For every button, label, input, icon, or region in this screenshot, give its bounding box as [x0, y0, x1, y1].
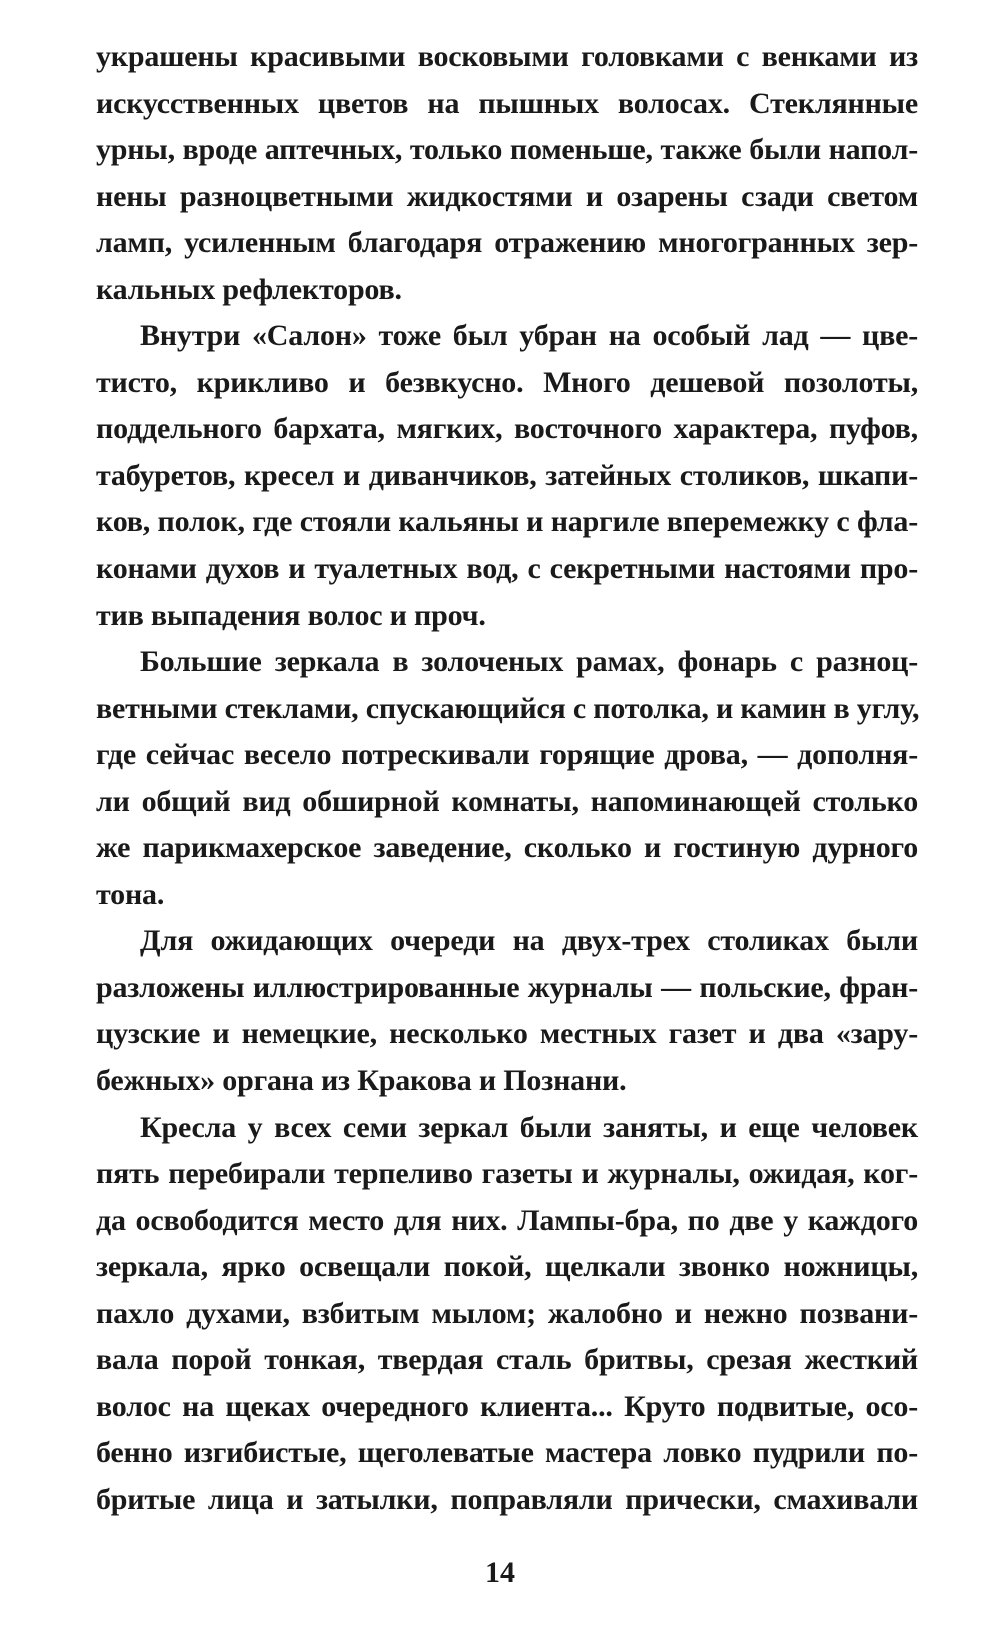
text-line: разложены иллюстрированные журналы — польские, фран-: [96, 970, 918, 1004]
text-line: бритые лица и затылки, поправляли прически, смахивали: [96, 1482, 918, 1516]
paragraph-first-line: Кресла у всех семи зеркал были заняты, и еще человек: [140, 1110, 918, 1144]
text-line: пять перебирали терпеливо газеты и журналы, ожидая, ког-: [96, 1157, 918, 1191]
text-line: урны, вроде аптечных, только поменьше, также были напол-: [96, 133, 918, 167]
text-line: тив выпадения волос и проч.: [96, 598, 486, 632]
body-text: [96, 34, 918, 1524]
text-line: ветными стеклами, спускающийся с потолка, и камин в углу,: [96, 691, 920, 725]
text-line: вала порой тонкая, твердая сталь бритвы, срезая жесткий: [96, 1343, 918, 1377]
text-line: да освободится место для них. Лампы-бра, по две у каждого: [96, 1203, 918, 1237]
text-line: бенно изгибистые, щеголеватые мастера ловко пудрили по-: [96, 1436, 918, 1470]
text-line: конами духов и туалетных вод, с секретными настоями про-: [96, 552, 918, 586]
text-line: где сейчас весело потрескивали горящие дрова, — дополня-: [96, 738, 918, 772]
text-line: поддельного бархата, мягких, восточного характера, пуфов,: [96, 412, 918, 446]
text-line: цузские и немецкие, несколько местных газет и два «зару-: [96, 1017, 918, 1051]
text-line: табуретов, кресел и диванчиков, затейных столиков, шкапи-: [96, 458, 918, 492]
text-line: тисто, крикливо и безвкусно. Много дешевой позолоты,: [96, 365, 918, 399]
text-line: искусственных цветов на пышных волосах. Стеклянные: [96, 86, 918, 120]
text-line: ков, полок, где стояли кальяны и наргиле вперемежку с фла-: [96, 505, 918, 539]
paragraph-first-line: Большие зеркала в золоченых рамах, фонарь с разноц-: [140, 645, 918, 679]
text-line: же парикмахерское заведение, сколько и гостиную дурного: [96, 831, 918, 865]
text-line: пахло духами, взбитым мылом; жалобно и нежно позвани-: [96, 1296, 918, 1330]
text-line: украшены красивыми восковыми головками с венками из: [96, 40, 918, 73]
page-number: 14: [485, 1556, 515, 1589]
text-line: зеркала, ярко освещали покой, щелкали звонко ножницы,: [96, 1250, 918, 1284]
text-line: ламп, усиленным благодаря отражению многогранных зер-: [96, 226, 918, 260]
paragraph-first-line: Для ожидающих очереди на двух-трех столиках были: [140, 924, 918, 958]
text-line: тона.: [96, 877, 165, 911]
text-line: нены разноцветными жидкостями и озарены сзади светом: [96, 179, 918, 213]
text-line: ли общий вид обширной комнаты, напоминающей столько: [96, 784, 918, 818]
text-line: кальных рефлекторов.: [96, 272, 402, 306]
text-line: волос на щеках очередного клиента... Круто подвитые, осо-: [96, 1389, 918, 1423]
paragraph-first-line: Внутри «Салон» тоже был убран на особый лад — цве-: [140, 319, 918, 353]
text-line: бежных» органа из Кракова и Познани.: [96, 1064, 627, 1098]
